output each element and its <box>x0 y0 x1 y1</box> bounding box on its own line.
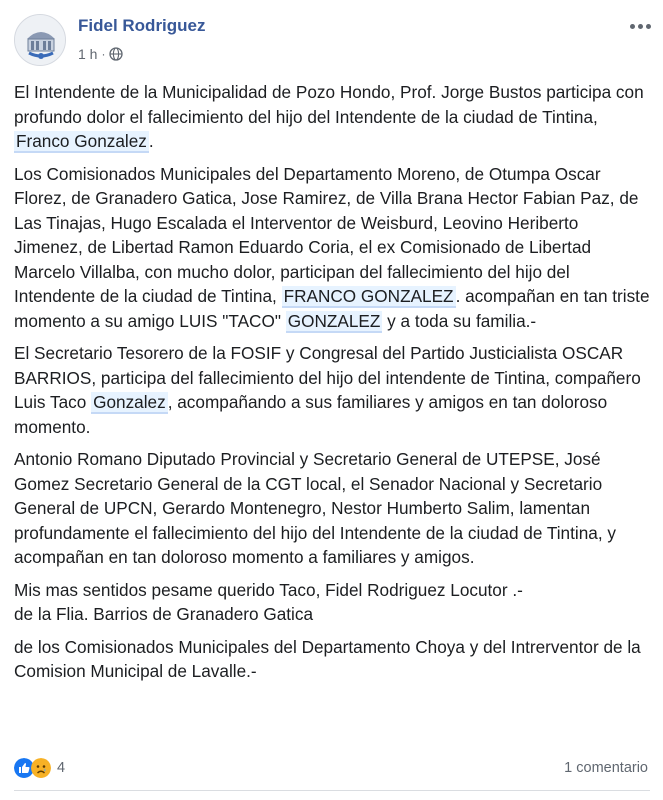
post-timestamp[interactable]: 1 h <box>78 46 98 62</box>
post-paragraph <box>14 447 650 570</box>
post-text: El Secretario Tesorero de la FOSIF y Congresal del Partido Justicialista OSCAR BARRIOS, participa del fallecimiento del hijo del intendente de Tintina, compañero Luis Taco <box>14 343 641 412</box>
post-text: de la Flia. Barrios de Granadero Gatica <box>14 604 314 624</box>
post-text: y a toda su familia.- <box>382 310 537 331</box>
post-text: Antonio Romano Diputado Provincial y Secretario General de UTEPSE, José Gomez Secretario General de la CGT local, el Senador Nacional y Secretario General de UPCN, Gerardo Montenegro, Nestor Humberto Salim, lamentan profundamente el fallecimiento del hijo del Intendente de la ciudad de Tintina, y acompañan en tan doloroso momento a familiares y amigos. <box>14 449 616 567</box>
tagged-person-link[interactable]: GONZALEZ <box>287 310 381 331</box>
post-text: Los Comisionados Municipales del Departamento Moreno, de Otumpa Oscar Florez, de Granadero Gatica, Jose Ramirez, de Villa Brana Hector Fabian Paz, de Las Tinajas, Hugo Escalada el Interventor de Weisburd, Leovino Heriberto Jimenez, de Libertad Ramon Eduardo Coria, el ex Comisionado de Libertad Marcelo Villalba, con mucho dolor, participan del fallecimiento del hijo del Intendente de la ciudad de Tintina, <box>14 163 639 306</box>
tagged-person-link[interactable]: Gonzalez <box>93 392 166 412</box>
post-text: Mis mas sentidos pesame querido Taco, Fidel Rodriguez Locutor .- <box>14 579 523 600</box>
more-dot-icon <box>646 24 651 29</box>
footer-divider <box>14 790 650 791</box>
post-paragraph <box>14 635 650 684</box>
globe-icon[interactable] <box>109 47 123 61</box>
post-header <box>14 14 654 68</box>
sad-icon <box>31 758 51 778</box>
post-text: , acompañando a sus familiares y amigos en tan doloroso momento. <box>14 392 608 437</box>
post-paragraph <box>14 162 650 334</box>
post-paragraph <box>14 80 650 154</box>
more-dot-icon <box>638 24 643 29</box>
more-dot-icon <box>630 24 635 29</box>
post-footer <box>14 756 650 782</box>
reaction-count: 4 <box>57 760 66 776</box>
reactions-summary[interactable] <box>14 758 65 778</box>
post-meta <box>78 46 123 62</box>
post-text: de los Comisionados Municipales del Departamento Choya y del Intrerventor de la Comision Municipal de Lavalle.- <box>14 636 641 681</box>
more-options-button[interactable] <box>626 16 654 36</box>
profile-avatar[interactable] <box>14 14 66 66</box>
post-text: . <box>148 131 154 151</box>
post-body <box>14 80 650 692</box>
meta-separator: · <box>101 47 106 61</box>
post-paragraph <box>14 341 650 439</box>
tagged-person-link[interactable]: Franco Gonzalez <box>16 131 147 151</box>
post-text: . acompañan en tan triste momento a su amigo LUIS "TACO" <box>14 286 650 331</box>
tagged-person-link[interactable]: FRANCO GONZALEZ <box>283 286 454 306</box>
author-name[interactable]: Fidel Rodriguez <box>78 16 206 35</box>
comments-count-link[interactable]: 1 comentario <box>564 760 648 776</box>
post-paragraph <box>14 578 650 627</box>
avatar-emblem-icon <box>15 15 66 66</box>
post-text: El Intendente de la Municipalidad de Pozo Hondo, Prof. Jorge Bustos participa con profundo dolor el fallecimiento del hijo del Intendente de la ciudad de Tintina, <box>14 82 644 127</box>
